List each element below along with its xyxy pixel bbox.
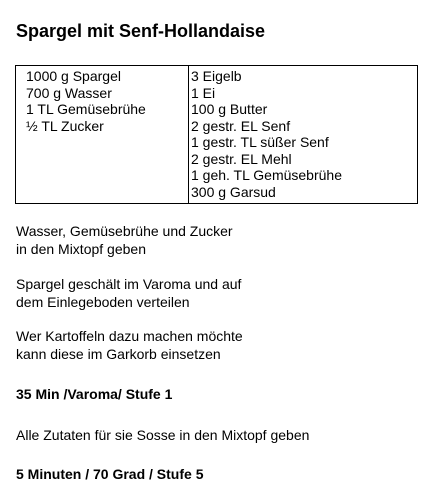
instruction-line: Spargel geschält im Varoma und auf [16, 276, 242, 292]
recipe-title: Spargel mit Senf-Hollandaise [16, 21, 266, 41]
ingredient-item: 2 gestr. EL Senf [191, 117, 291, 134]
ingredient-item: 100 g Butter [191, 101, 268, 117]
instruction-line: Wer Kartoffeln dazu machen möchte [16, 328, 243, 344]
ingredients-table [15, 65, 418, 204]
instruction-line: in den Mixtopf geben [16, 241, 146, 257]
instruction-step-3 [16, 327, 243, 363]
instruction-step-2 [16, 275, 241, 311]
ingredient-item: 700 g Wasser [26, 84, 112, 101]
ingredient-item: 1 gestr. TL süßer Senf [191, 134, 329, 150]
ingredient-item: 300 g Garsud [191, 183, 276, 200]
instruction-step-4: Alle Zutaten für sie Sosse in den Mixtopf geben [16, 427, 310, 443]
ingredient-item: 3 Eigelb [191, 68, 242, 84]
cooking-setting-1: 35 Min /Varoma/ Stufe 1 [16, 386, 173, 402]
ingredient-item: 1000 g Spargel [26, 68, 121, 84]
instruction-line: dem Einlegeboden verteilen [16, 294, 190, 310]
instruction-line: Wasser, Gemüsebrühe und Zucker [16, 223, 233, 239]
cooking-setting-2: 5 Minuten / 70 Grad / Stufe 5 [16, 466, 204, 482]
instruction-line: kann diese im Garkorb einsetzen [16, 346, 221, 362]
ingredient-item: ½ TL Zucker [26, 117, 104, 134]
ingredient-item: 1 TL Gemüsebrühe [26, 101, 146, 117]
ingredient-item: 1 Ei [191, 84, 216, 101]
ingredients-column-left [16, 66, 189, 203]
instruction-step-1 [16, 222, 233, 258]
ingredient-item: 2 gestr. EL Mehl [191, 150, 292, 167]
ingredients-column-right [189, 66, 417, 203]
ingredient-item: 1 geh. TL Gemüsebrühe [191, 167, 342, 183]
